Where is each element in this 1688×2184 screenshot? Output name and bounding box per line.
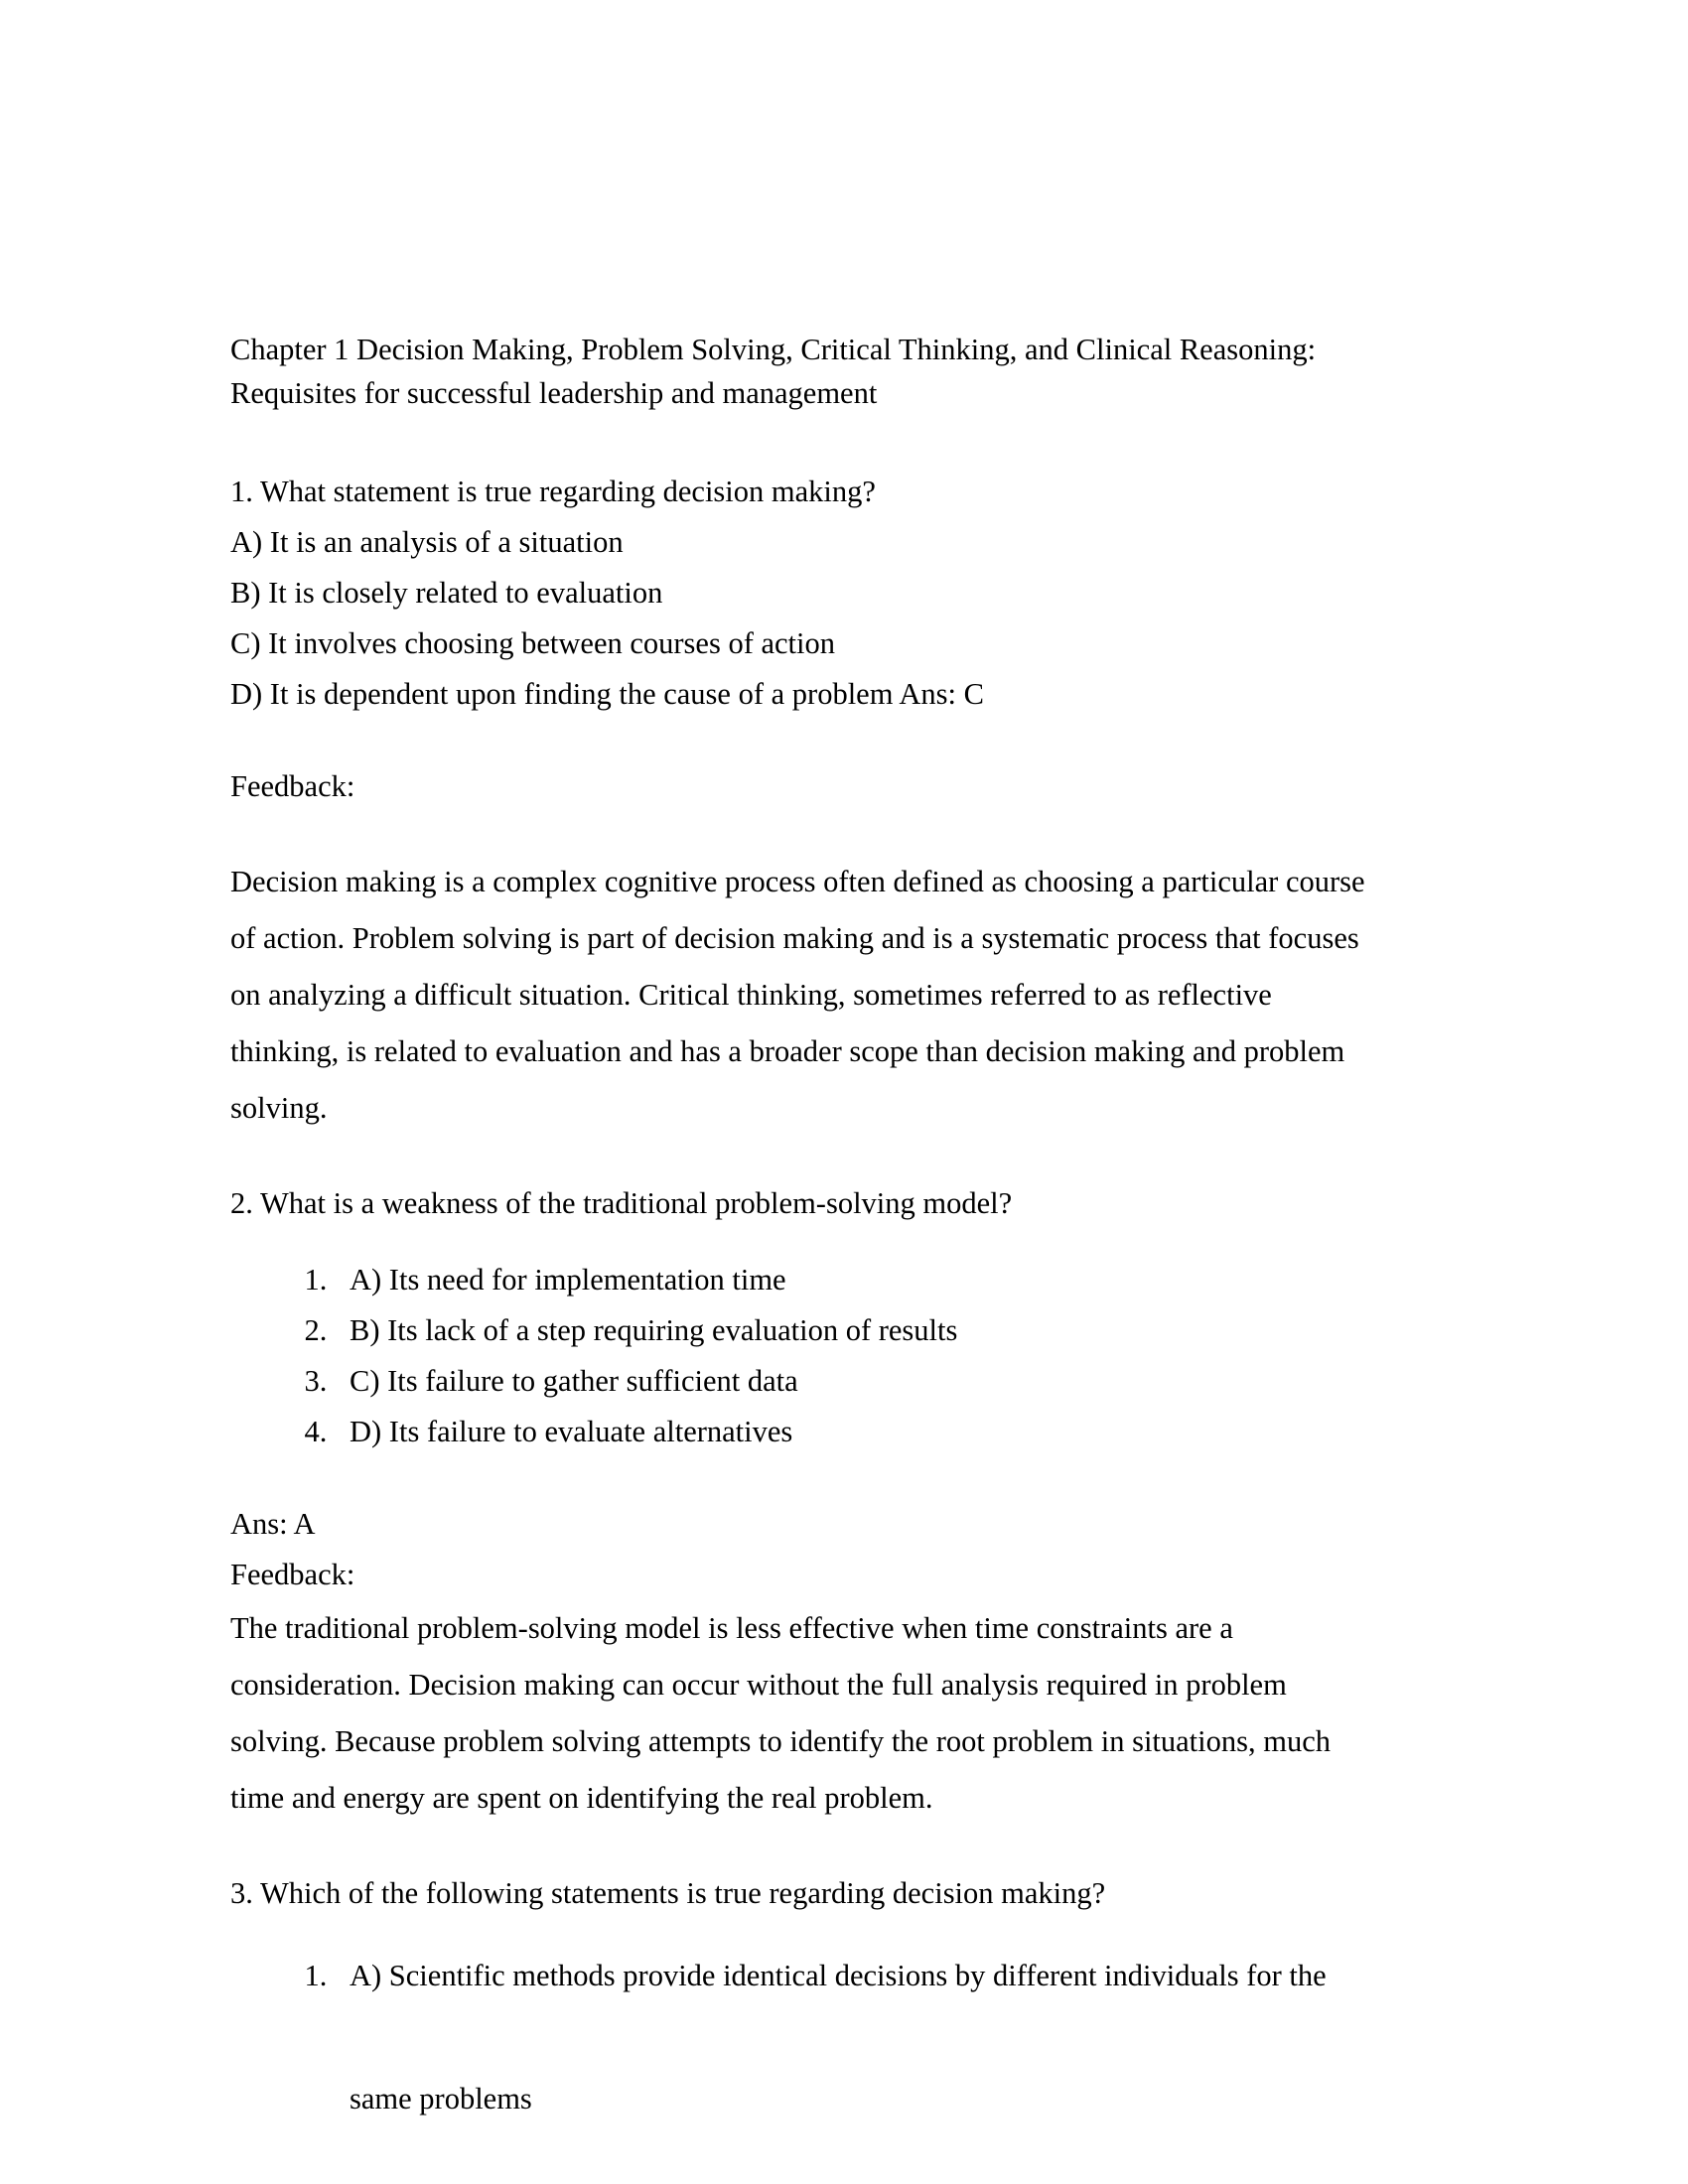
feedback-line: on analyzing a difficult situation. Critical thinking, sometimes referred to as reflective xyxy=(230,978,1272,1012)
question-1-options xyxy=(230,517,1468,720)
feedback-line: The traditional problem-solving model is less effective when time constraints are a xyxy=(230,1611,1233,1645)
question-2-feedback xyxy=(230,1600,1468,1827)
feedback-line: solving. Because problem solving attempts to identify the root problem in situations, much xyxy=(230,1724,1332,1758)
title-line-2: Requisites for successful leadership and management xyxy=(230,376,878,410)
feedback-line: solving. xyxy=(230,1091,328,1125)
question-2-options xyxy=(230,1255,1468,1457)
question-1-stem: 1. What statement is true regarding decision making? xyxy=(230,475,876,508)
question-1-feedback xyxy=(230,854,1468,1137)
question-3-stem: 3. Which of the following statements is true regarding decision making? xyxy=(230,1876,1106,1910)
feedback-line: thinking, is related to evaluation and has a broader scope than decision making and problem xyxy=(230,1034,1345,1068)
option-continuation: same problems xyxy=(350,2082,532,2116)
question-2-answer: Ans: A xyxy=(230,1507,316,1541)
option-item[interactable]: B) It is closely related to evaluation xyxy=(230,576,663,610)
document-body xyxy=(230,328,1468,2129)
question-3-options xyxy=(230,1945,1468,2129)
question-2-stem: 2. What is a weakness of the traditional problem-solving model? xyxy=(230,1186,1013,1220)
option-item[interactable]: 3. C) Its failure to gather sufficient data xyxy=(335,1356,1468,1407)
page-title xyxy=(230,328,1468,415)
option-item[interactable]: 1. A) Its need for implementation time xyxy=(335,1255,1468,1305)
feedback-line: of action. Problem solving is part of decision making and is a systematic process that focuses xyxy=(230,921,1359,955)
option-item[interactable]: D) It is dependent upon finding the cause of a problem Ans: C xyxy=(230,677,984,711)
option-item[interactable]: 4. D) Its failure to evaluate alternatives xyxy=(335,1407,1468,1457)
option-text: A) Scientific methods provide identical decisions by different individuals for the xyxy=(350,1959,1327,1992)
feedback-line: consideration. Decision making can occur without the full analysis required in problem xyxy=(230,1668,1287,1702)
option-item[interactable]: 2. B) Its lack of a step requiring evaluation of results xyxy=(335,1305,1468,1356)
option-item[interactable]: A) It is an analysis of a situation xyxy=(230,525,624,559)
option-item[interactable] xyxy=(335,1945,1468,2129)
question-2-feedback-label: Feedback: xyxy=(230,1558,355,1591)
question-1-feedback-label: Feedback: xyxy=(230,769,355,803)
feedback-line: Decision making is a complex cognitive process often defined as choosing a particular course xyxy=(230,865,1365,898)
feedback-line: time and energy are spent on identifying the real problem. xyxy=(230,1781,933,1815)
title-line-1: Chapter 1 Decision Making, Problem Solving, Critical Thinking, and Clinical Reasoning: xyxy=(230,333,1317,366)
option-item[interactable]: C) It involves choosing between courses of action xyxy=(230,626,836,660)
